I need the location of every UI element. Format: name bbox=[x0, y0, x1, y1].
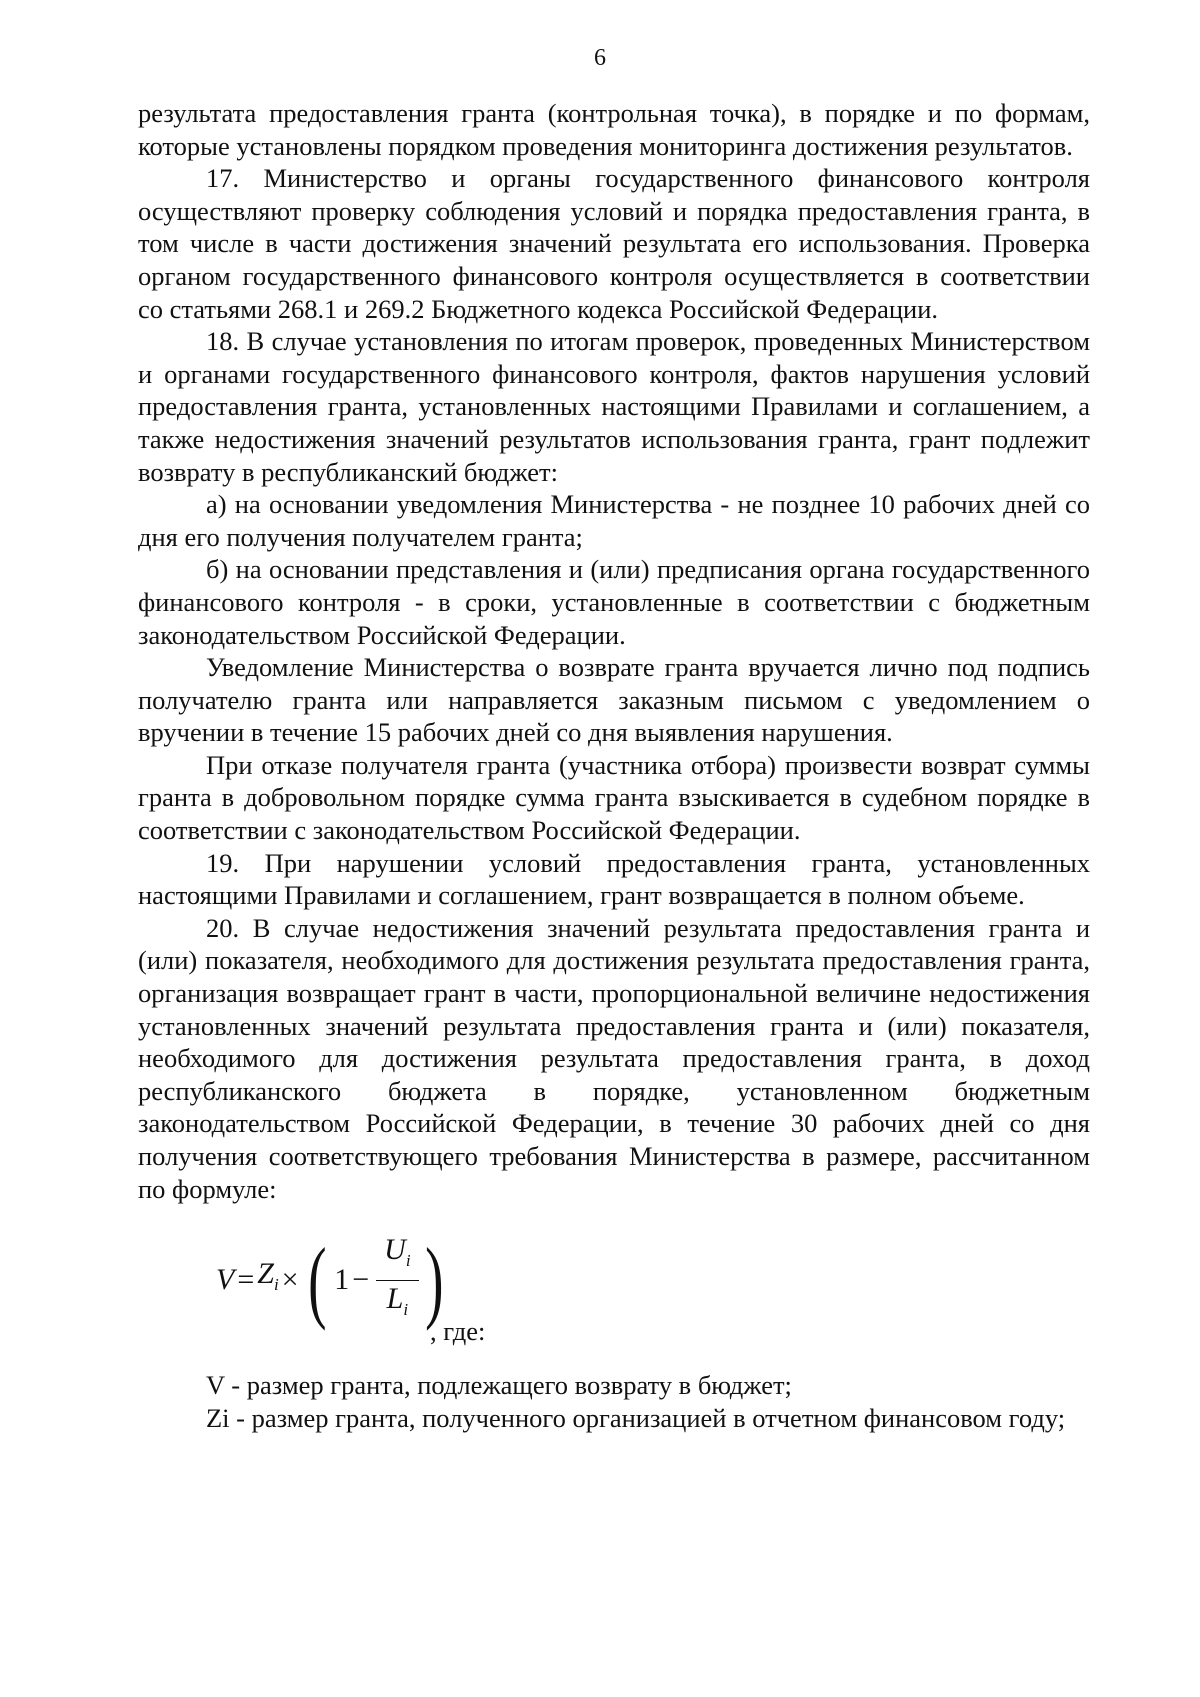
formula-times: × bbox=[281, 1262, 299, 1296]
formula-denominator: $L_i$ bbox=[386, 1281, 409, 1319]
paragraph-notification: Уведомление Министерства о возврате гранта вручается лично под подпись получателю гранта или направляется заказным письмом с уведомлением о вручении в течение 15 рабочих дней со дня выявления нарушения. bbox=[138, 652, 1090, 748]
page-number: 6 bbox=[594, 45, 606, 71]
paragraph-continuation: результата предоставления гранта (контрольная точка), в порядке и по формам, которые установлены порядком проведения мониторинга достижения результатов. bbox=[138, 98, 1090, 161]
definition-zi: Zi - размер гранта, полученного организацией в отчетном финансовом году; bbox=[206, 1402, 1066, 1433]
formula-v: V bbox=[216, 1262, 235, 1296]
paragraph-17: 17. Министерство и органы государственного финансового контроля осуществляют проверку соблюдения условий и порядка предоставления гранта, в том числе в части достижения значений результата его использования. Проверка органом государственного финансового контроля осуществляется в соответствии со статьями 268.1 и 269.2 Бюджетного кодекса Российской Федерации. bbox=[138, 163, 1090, 324]
paragraph-19: 19. При нарушении условий предоставления гранта, установленных настоящими Правилами и соглашением, грант возвращается в полном объеме. bbox=[138, 847, 1090, 911]
formula-left-paren: ( bbox=[307, 1229, 327, 1332]
paragraph-20: 20. В случае недостижения значений результата предоставления гранта и (или) показателя, необходимого для достижения результата предоставления гранта, организация возвращает грант в части, пропорциональной величине недостижения установленных значений результата предоставления гранта и (или) показателя, необходимого для достижения результата предоставления гранта, в доход республиканского бюджета в порядке, установленном бюджетным законодательством Российской Федерации, в течение 30 рабочих дней со дня получения соответствующего требования Министерства в размере, рассчитанном по формуле: bbox=[138, 912, 1090, 1204]
formula-equals: = bbox=[237, 1262, 255, 1296]
paragraph-18-a: а) на основании уведомления Министерства - не позднее 10 рабочих дней со дня его получения получателем гранта; bbox=[138, 489, 1090, 552]
formula-numerator: $U_i$ bbox=[376, 1234, 418, 1281]
formula-z: $Z_i$ bbox=[257, 1257, 279, 1295]
refund-formula bbox=[216, 1225, 449, 1335]
document-body bbox=[138, 97, 1090, 1434]
formula-fraction bbox=[376, 1234, 418, 1326]
paragraph-18-b: б) на основании представления и (или) предписания органа государственного финансового контроля - в сроки, установленные в соответствии с бюджетным законодательством Российской Федерации. bbox=[138, 554, 1090, 650]
formula-one: 1 bbox=[334, 1262, 350, 1296]
formula-block bbox=[138, 1221, 1090, 1369]
paragraph-18: 18. В случае установления по итогам проверок, проведенных Министерством и органами государственного финансового контроля, фактов нарушения условий предоставления гранта, установленных настоящими Правилами и соглашением, а также недостижения значений результатов использования гранта, грант подлежит возврату в республиканский бюджет: bbox=[138, 326, 1090, 487]
formula-right-paren: ) bbox=[424, 1229, 444, 1332]
formula-where: , где: bbox=[430, 1316, 486, 1347]
formula-minus: − bbox=[352, 1262, 370, 1296]
paragraph-refusal: При отказе получателя гранта (участника отбора) произвести возврат суммы гранта в добровольном порядке сумма гранта взыскивается в судебном порядке в соответствии с законодательством Российской Федерации. bbox=[138, 749, 1090, 846]
definition-v: V - размер гранта, подлежащего возврату в бюджет; bbox=[206, 1370, 792, 1401]
